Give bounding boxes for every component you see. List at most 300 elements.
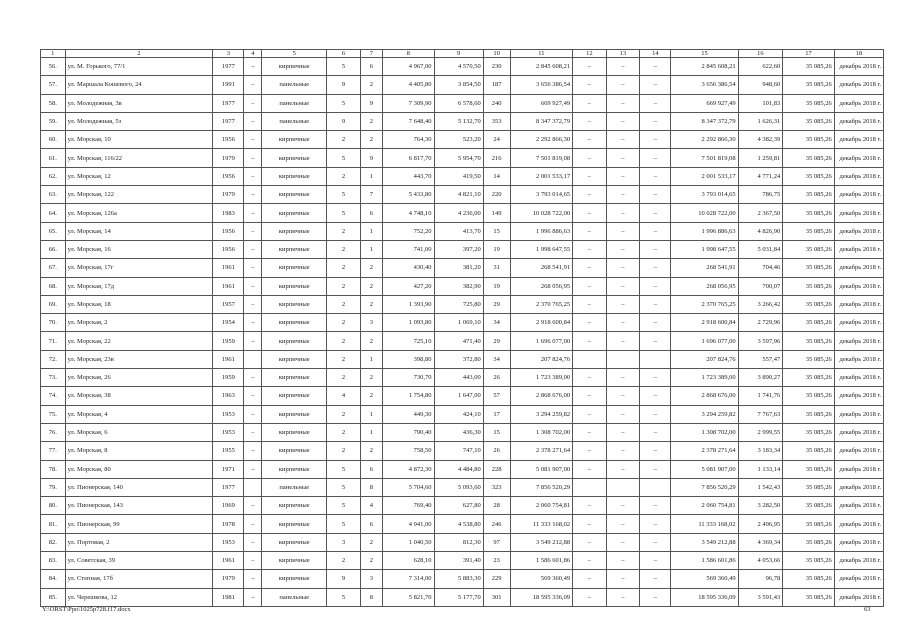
address-cell: ул. Морская, 14 <box>65 222 213 240</box>
entrances-cell: 2 <box>360 295 382 313</box>
living-area-cell: 397,20 <box>434 240 483 258</box>
deadline-cell: декабрь 2018 г. <box>834 167 883 185</box>
floors-cell: 2 <box>327 332 361 350</box>
column-14-cell: – <box>640 295 671 313</box>
row-number: 61. <box>41 149 66 167</box>
table-row <box>41 204 884 222</box>
column-number: 5 <box>262 50 327 58</box>
residents-cell: 14 <box>483 167 510 185</box>
table-row <box>41 277 884 295</box>
column-4-cell: – <box>244 131 262 149</box>
deadline-cell: декабрь 2018 г. <box>834 423 883 441</box>
max-rate-cell: 35 085,26 <box>783 423 834 441</box>
column-14-cell: – <box>640 131 671 149</box>
address-cell: ул. Морская, 4 <box>65 405 213 423</box>
unit-cost-cell: 7 767,63 <box>738 405 783 423</box>
entrances-cell: 6 <box>360 58 382 76</box>
column-4-cell: – <box>244 222 262 240</box>
floors-cell: 2 <box>327 552 361 570</box>
row-number: 69. <box>41 295 66 313</box>
repair-cost-cell: 2 060 754,81 <box>510 497 573 515</box>
column-4-cell: – <box>244 76 262 94</box>
table-row <box>41 460 884 478</box>
year-cell: 1978 <box>213 515 244 533</box>
total-area-cell: 7 309,90 <box>383 94 434 112</box>
row-number: 76. <box>41 423 66 441</box>
total-cost-cell: 1 308 702,00 <box>671 423 738 441</box>
floors-cell: 5 <box>327 186 361 204</box>
year-cell: 1956 <box>213 240 244 258</box>
deadline-cell: декабрь 2018 г. <box>834 149 883 167</box>
row-number: 60. <box>41 131 66 149</box>
table-row <box>41 259 884 277</box>
total-area-cell: 1 040,50 <box>383 533 434 551</box>
total-area-cell: 741,00 <box>383 240 434 258</box>
living-area-cell: 4 538,80 <box>434 515 483 533</box>
column-4-cell: – <box>244 552 262 570</box>
living-area-cell: 4 821,10 <box>434 186 483 204</box>
deadline-cell: декабрь 2018 г. <box>834 240 883 258</box>
table-row <box>41 240 884 258</box>
column-12-cell: – <box>573 167 607 185</box>
entrances-cell: 6 <box>360 204 382 222</box>
total-cost-cell: 2 370 765,25 <box>671 295 738 313</box>
unit-cost-cell: 700,07 <box>738 277 783 295</box>
living-area-cell: 6 578,60 <box>434 94 483 112</box>
column-13-cell: – <box>606 332 640 350</box>
residents-cell: 149 <box>483 204 510 222</box>
column-4-cell: – <box>244 369 262 387</box>
entrances-cell: 8 <box>360 478 382 496</box>
residents-cell: 353 <box>483 112 510 130</box>
address-cell: ул. Морская, 6 <box>65 423 213 441</box>
column-number: 12 <box>573 50 607 58</box>
residents-cell: 23 <box>483 552 510 570</box>
total-cost-cell: 2 378 271,64 <box>671 442 738 460</box>
column-4-cell: – <box>244 497 262 515</box>
living-area-cell: 424,10 <box>434 405 483 423</box>
max-rate-cell: 35 085,26 <box>783 259 834 277</box>
column-13-cell: – <box>606 515 640 533</box>
floors-cell: 2 <box>327 369 361 387</box>
column-14-cell: – <box>640 369 671 387</box>
wall-material-cell: кирпичные <box>262 570 327 588</box>
address-cell: ул. Пионерская, 143 <box>65 497 213 515</box>
column-number: 1 <box>41 50 66 58</box>
column-12-cell: – <box>573 259 607 277</box>
column-13-cell: – <box>606 259 640 277</box>
total-area-cell: 4 872,30 <box>383 460 434 478</box>
deadline-cell: декабрь 2018 г. <box>834 332 883 350</box>
floors-cell: 2 <box>327 167 361 185</box>
address-cell: ул. Морская, 8 <box>65 442 213 460</box>
entrances-cell: 1 <box>360 222 382 240</box>
wall-material-cell: кирпичные <box>262 387 327 405</box>
column-12-cell: – <box>573 515 607 533</box>
column-14-cell: – <box>640 259 671 277</box>
column-14-cell: – <box>640 76 671 94</box>
column-13-cell: – <box>606 131 640 149</box>
row-number: 71. <box>41 332 66 350</box>
residents-cell: 220 <box>483 186 510 204</box>
total-area-cell: 1 393,90 <box>383 295 434 313</box>
unit-cost-cell: 3 597,96 <box>738 332 783 350</box>
entrances-cell: 6 <box>360 515 382 533</box>
deadline-cell: декабрь 2018 г. <box>834 350 883 368</box>
total-area-cell: 443,70 <box>383 167 434 185</box>
column-13-cell: – <box>606 204 640 222</box>
entrances-cell: 2 <box>360 387 382 405</box>
entrances-cell: 2 <box>360 277 382 295</box>
table-row <box>41 58 884 76</box>
column-12-cell: – <box>573 149 607 167</box>
year-cell: 1961 <box>213 350 244 368</box>
wall-material-cell: кирпичные <box>262 186 327 204</box>
residents-cell: 15 <box>483 423 510 441</box>
table-row <box>41 552 884 570</box>
floors-cell: 2 <box>327 350 361 368</box>
table-row <box>41 167 884 185</box>
column-12-cell: – <box>573 76 607 94</box>
column-4-cell: – <box>244 149 262 167</box>
column-12-cell: – <box>573 423 607 441</box>
deadline-cell: декабрь 2018 г. <box>834 186 883 204</box>
total-cost-cell: 2 868 676,00 <box>671 387 738 405</box>
column-12-cell: – <box>573 552 607 570</box>
entrances-cell: 1 <box>360 240 382 258</box>
repair-cost-cell: 5 081 907,00 <box>510 460 573 478</box>
max-rate-cell: 35 085,26 <box>783 94 834 112</box>
max-rate-cell: 35 085,26 <box>783 515 834 533</box>
column-14-cell: – <box>640 314 671 332</box>
living-area-cell: 747,10 <box>434 442 483 460</box>
unit-cost-cell: 1 741,76 <box>738 387 783 405</box>
entrances-cell: 1 <box>360 167 382 185</box>
living-area-cell: 372,80 <box>434 350 483 368</box>
address-cell: ул. Морская, 12 <box>65 167 213 185</box>
column-13-cell: – <box>606 405 640 423</box>
living-area-cell: 3 854,50 <box>434 76 483 94</box>
residents-cell: 97 <box>483 533 510 551</box>
unit-cost-cell: 3 890,27 <box>738 369 783 387</box>
max-rate-cell: 35 085,26 <box>783 112 834 130</box>
residents-cell: 216 <box>483 149 510 167</box>
wall-material-cell: кирпичные <box>262 240 327 258</box>
column-12-cell: – <box>573 332 607 350</box>
table-row <box>41 369 884 387</box>
deadline-cell: декабрь 2018 г. <box>834 405 883 423</box>
living-area-cell: 5 177,70 <box>434 588 483 606</box>
column-14-cell: – <box>640 533 671 551</box>
table-body <box>41 58 884 607</box>
living-area-cell: 4 570,50 <box>434 58 483 76</box>
column-12-cell: – <box>573 314 607 332</box>
deadline-cell: декабрь 2018 г. <box>834 552 883 570</box>
table-row <box>41 76 884 94</box>
column-13-cell: – <box>606 240 640 258</box>
total-cost-cell: 569 360,49 <box>671 570 738 588</box>
column-4-cell: – <box>244 405 262 423</box>
address-cell: ул. Морская, 22 <box>65 332 213 350</box>
year-cell: 1979 <box>213 149 244 167</box>
total-area-cell: 4 941,00 <box>383 515 434 533</box>
column-12-cell: – <box>573 387 607 405</box>
residents-cell: 19 <box>483 240 510 258</box>
repair-cost-cell: 569 360,49 <box>510 570 573 588</box>
wall-material-cell: кирпичные <box>262 423 327 441</box>
year-cell: 1956 <box>213 222 244 240</box>
living-area-cell: 419,50 <box>434 167 483 185</box>
entrances-cell: 2 <box>360 369 382 387</box>
residents-cell: 57 <box>483 387 510 405</box>
floors-cell: 5 <box>327 58 361 76</box>
column-13-cell: – <box>606 277 640 295</box>
floors-cell: 5 <box>327 515 361 533</box>
row-number: 59. <box>41 112 66 130</box>
wall-material-cell: кирпичные <box>262 497 327 515</box>
column-13-cell: – <box>606 167 640 185</box>
column-14-cell <box>640 350 671 368</box>
total-area-cell: 4 748,10 <box>383 204 434 222</box>
unit-cost-cell: 4 382,39 <box>738 131 783 149</box>
address-cell: ул. Морская, 18 <box>65 295 213 313</box>
entrances-cell: 2 <box>360 552 382 570</box>
table-row <box>41 295 884 313</box>
repair-cost-cell: 10 028 722,00 <box>510 204 573 222</box>
column-12-cell: – <box>573 131 607 149</box>
total-area-cell: 1 093,80 <box>383 314 434 332</box>
column-number: 10 <box>483 50 510 58</box>
table-row <box>41 497 884 515</box>
column-14-cell: – <box>640 94 671 112</box>
unit-cost-cell: 622,60 <box>738 58 783 76</box>
floors-cell: 2 <box>327 405 361 423</box>
residents-cell: 29 <box>483 295 510 313</box>
total-cost-cell: 1 996 886,63 <box>671 222 738 240</box>
unit-cost-cell: 4 053,66 <box>738 552 783 570</box>
total-area-cell: 730,70 <box>383 369 434 387</box>
living-area-cell: 4 236,00 <box>434 204 483 222</box>
column-number: 13 <box>606 50 640 58</box>
wall-material-cell: кирпичные <box>262 515 327 533</box>
column-4-cell: – <box>244 112 262 130</box>
wall-material-cell: кирпичные <box>262 533 327 551</box>
wall-material-cell: панельные <box>262 588 327 606</box>
total-cost-cell: 669 927,49 <box>671 94 738 112</box>
deadline-cell: декабрь 2018 г. <box>834 58 883 76</box>
address-cell: ул. Морская, 17г <box>65 259 213 277</box>
address-cell: ул. Пионерская, 99 <box>65 515 213 533</box>
entrances-cell: 7 <box>360 186 382 204</box>
unit-cost-cell: 2 999,55 <box>738 423 783 441</box>
address-cell: ул. Портовая, 2 <box>65 533 213 551</box>
floors-cell: 3 <box>327 533 361 551</box>
floors-cell: 2 <box>327 259 361 277</box>
total-area-cell: 4 967,00 <box>383 58 434 76</box>
wall-material-cell: кирпичные <box>262 222 327 240</box>
entrances-cell: 1 <box>360 350 382 368</box>
column-14-cell: – <box>640 515 671 533</box>
max-rate-cell: 35 085,26 <box>783 131 834 149</box>
entrances-cell: 2 <box>360 332 382 350</box>
floors-cell: 2 <box>327 442 361 460</box>
column-4-cell: – <box>244 533 262 551</box>
row-number: 84. <box>41 570 66 588</box>
living-area-cell: 5 883,30 <box>434 570 483 588</box>
column-number-row <box>41 50 884 58</box>
deadline-cell: декабрь 2018 г. <box>834 295 883 313</box>
column-12-cell: – <box>573 442 607 460</box>
column-12-cell: – <box>573 94 607 112</box>
wall-material-cell: кирпичные <box>262 149 327 167</box>
wall-material-cell: кирпичные <box>262 131 327 149</box>
address-cell: ул. Степная, 17б <box>65 570 213 588</box>
wall-material-cell: кирпичные <box>262 259 327 277</box>
column-13-cell: – <box>606 442 640 460</box>
living-area-cell: 627,80 <box>434 497 483 515</box>
floors-cell: 2 <box>327 295 361 313</box>
total-cost-cell: 1 696 077,00 <box>671 332 738 350</box>
entrances-cell: 2 <box>360 442 382 460</box>
deadline-cell: декабрь 2018 г. <box>834 112 883 130</box>
living-area-cell: 382,90 <box>434 277 483 295</box>
deadline-cell: декабрь 2018 г. <box>834 387 883 405</box>
table-row <box>41 442 884 460</box>
max-rate-cell: 35 085,26 <box>783 442 834 460</box>
living-area-cell: 523,20 <box>434 131 483 149</box>
deadline-cell: декабрь 2018 г. <box>834 259 883 277</box>
column-14-cell: – <box>640 423 671 441</box>
total-cost-cell: 3 656 386,54 <box>671 76 738 94</box>
deadline-cell: декабрь 2018 г. <box>834 277 883 295</box>
floors-cell: 5 <box>327 588 361 606</box>
column-13-cell: – <box>606 570 640 588</box>
living-area-cell: 391,40 <box>434 552 483 570</box>
column-13-cell: – <box>606 369 640 387</box>
total-area-cell: 628,10 <box>383 552 434 570</box>
deadline-cell: декабрь 2018 г. <box>834 369 883 387</box>
residents-cell: 15 <box>483 222 510 240</box>
entrances-cell: 8 <box>360 588 382 606</box>
unit-cost-cell: 4 826,90 <box>738 222 783 240</box>
year-cell: 1959 <box>213 332 244 350</box>
column-14-cell: – <box>640 149 671 167</box>
max-rate-cell: 35 085,26 <box>783 277 834 295</box>
max-rate-cell: 35 085,26 <box>783 350 834 368</box>
repair-cost-cell: 669 927,49 <box>510 94 573 112</box>
living-area-cell: 471,40 <box>434 332 483 350</box>
total-area-cell: 769,40 <box>383 497 434 515</box>
repair-cost-cell: 207 824,76 <box>510 350 573 368</box>
repair-cost-cell: 7 856 520,29 <box>510 478 573 496</box>
address-cell: ул. Черешкова, 12 <box>65 588 213 606</box>
row-number: 77. <box>41 442 66 460</box>
table-row <box>41 533 884 551</box>
max-rate-cell: 35 085,26 <box>783 387 834 405</box>
entrances-cell: 4 <box>360 497 382 515</box>
column-13-cell: – <box>606 76 640 94</box>
entrances-cell: 1 <box>360 423 382 441</box>
column-12-cell: – <box>573 58 607 76</box>
repair-cost-cell: 2 845 608,21 <box>510 58 573 76</box>
living-area-cell: 812,30 <box>434 533 483 551</box>
wall-material-cell: кирпичные <box>262 58 327 76</box>
column-12-cell: – <box>573 186 607 204</box>
year-cell: 1961 <box>213 552 244 570</box>
repair-cost-cell: 8 347 372,79 <box>510 112 573 130</box>
floors-cell: 5 <box>327 497 361 515</box>
living-area-cell: 5 132,70 <box>434 112 483 130</box>
column-4-cell: – <box>244 314 262 332</box>
deadline-cell: декабрь 2018 г. <box>834 131 883 149</box>
column-4-cell: – <box>244 423 262 441</box>
column-number: 8 <box>383 50 434 58</box>
floors-cell: 2 <box>327 222 361 240</box>
column-4-cell: – <box>244 186 262 204</box>
year-cell: 1969 <box>213 497 244 515</box>
living-area-cell: 5 954,70 <box>434 149 483 167</box>
total-cost-cell: 10 028 722,00 <box>671 204 738 222</box>
address-cell: ул. Морская, 10 <box>65 131 213 149</box>
column-12-cell: – <box>573 570 607 588</box>
table-row <box>41 186 884 204</box>
year-cell: 1981 <box>213 588 244 606</box>
total-area-cell: 758,50 <box>383 442 434 460</box>
column-4-cell: – <box>244 58 262 76</box>
max-rate-cell: 35 085,26 <box>783 478 834 496</box>
year-cell: 1953 <box>213 533 244 551</box>
column-4-cell <box>244 478 262 496</box>
address-cell: ул. Молодежная, 5з <box>65 112 213 130</box>
column-4-cell: – <box>244 387 262 405</box>
row-number: 85. <box>41 588 66 606</box>
repair-cost-cell: 3 656 386,54 <box>510 76 573 94</box>
column-13-cell: – <box>606 58 640 76</box>
row-number: 74. <box>41 387 66 405</box>
year-cell: 1961 <box>213 277 244 295</box>
total-cost-cell: 2 001 533,17 <box>671 167 738 185</box>
table-row <box>41 423 884 441</box>
floors-cell: 5 <box>327 478 361 496</box>
wall-material-cell: кирпичные <box>262 350 327 368</box>
repair-cost-cell: 268 541,91 <box>510 259 573 277</box>
repair-cost-cell: 1 696 077,00 <box>510 332 573 350</box>
residents-cell: 230 <box>483 58 510 76</box>
address-cell: ул. М. Горького, 77/1 <box>65 58 213 76</box>
row-number: 80. <box>41 497 66 515</box>
total-cost-cell: 1 998 647,55 <box>671 240 738 258</box>
unit-cost-cell: 786,75 <box>738 186 783 204</box>
column-12-cell: – <box>573 460 607 478</box>
total-cost-cell: 2 060 754,81 <box>671 497 738 515</box>
address-cell: ул. Морская, 16 <box>65 240 213 258</box>
residents-cell: 301 <box>483 588 510 606</box>
unit-cost-cell: 5 031,84 <box>738 240 783 258</box>
year-cell: 1961 <box>213 259 244 277</box>
year-cell: 1971 <box>213 460 244 478</box>
entrances-cell: 6 <box>360 460 382 478</box>
deadline-cell: декабрь 2018 г. <box>834 588 883 606</box>
max-rate-cell: 35 085,26 <box>783 295 834 313</box>
floors-cell: 2 <box>327 277 361 295</box>
wall-material-cell: кирпичные <box>262 204 327 222</box>
column-14-cell: – <box>640 552 671 570</box>
max-rate-cell: 35 085,26 <box>783 405 834 423</box>
address-cell: ул. Морская, 126а <box>65 204 213 222</box>
wall-material-cell: панельные <box>262 478 327 496</box>
table-row <box>41 478 884 496</box>
column-14-cell: – <box>640 222 671 240</box>
